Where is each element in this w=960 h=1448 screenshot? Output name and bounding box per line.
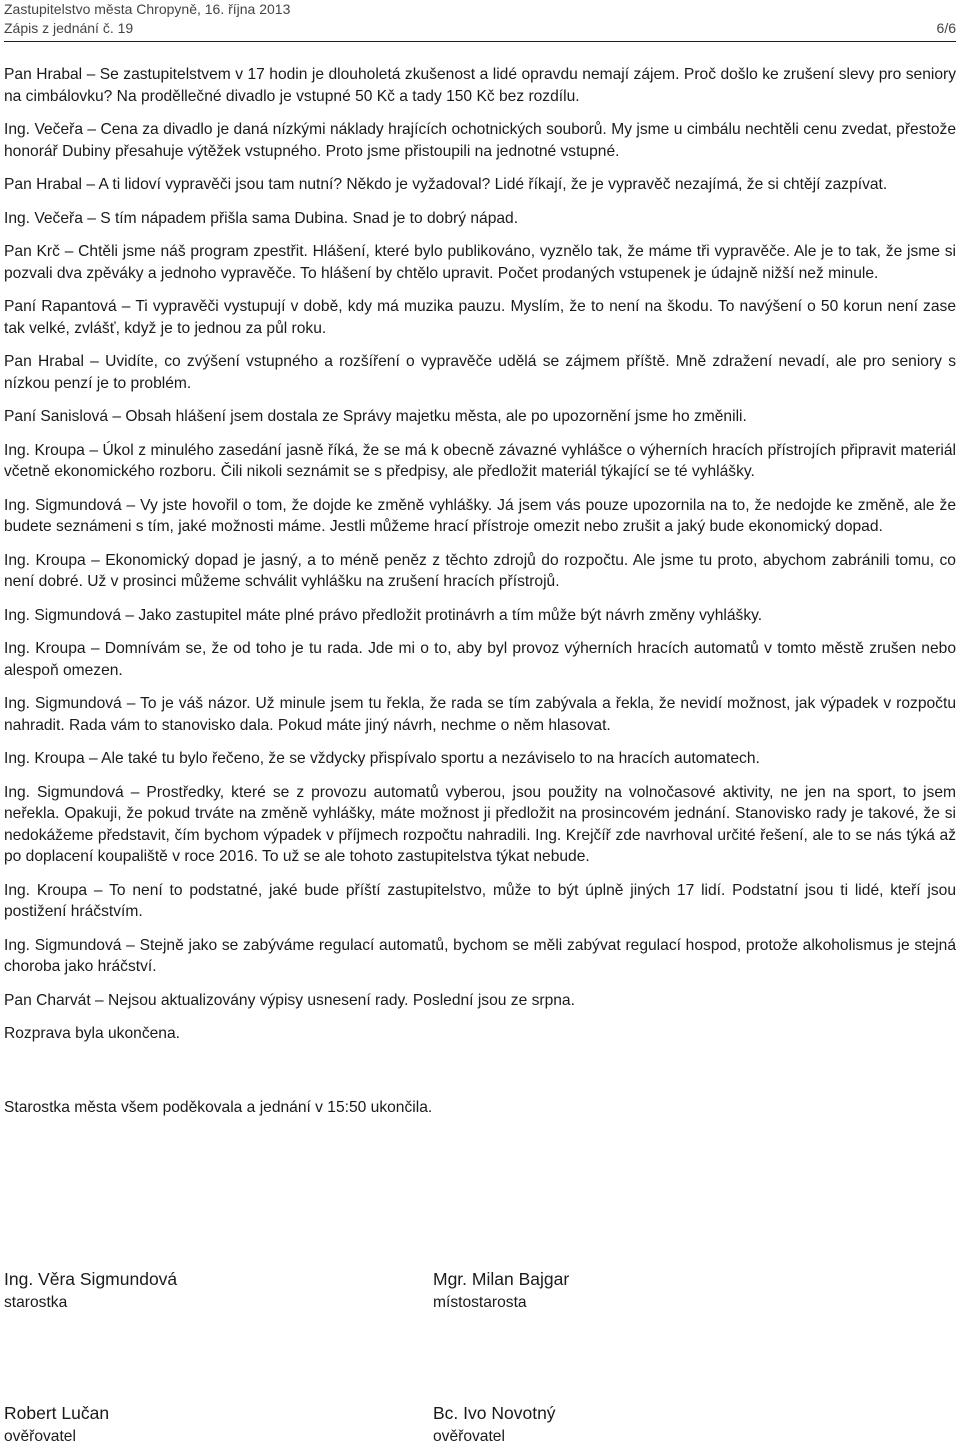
closing-statement: Starostka města všem poděkovala a jednání v 15:50 ukončila. <box>4 1099 433 1116</box>
page-header <box>4 0 956 38</box>
paragraph: Ing. Kroupa – Ale také tu bylo řečeno, že se vždycky přispívalo sportu a nezáviselo to na hracích automatech. <box>4 750 760 767</box>
paragraph: Ing. Večeřa – S tím nápadem přišla sama Dubina. Snad je to dobrý nápad. <box>4 209 519 227</box>
signatory-role: starostka <box>4 1294 68 1311</box>
paragraph: Paní Sanislová – Obsah hlášení jsem dostala ze Správy majetku města, ale po upozornění jsme ho změnili. <box>4 408 747 425</box>
paragraph: Ing. Sigmundová – To je váš názor. Už minule jsem tu řekla, že rada se tím zabývala a řekla, že nevidí možnost, jak výpadek v rozpočtu nahradit. Rada vám to stanovisko dala. Pokud máte jiný návrh, nechme o něm hlasovat. <box>4 695 956 734</box>
header-divider <box>4 41 956 42</box>
signatory-name: Ing. Věra Sigmundová <box>4 1269 178 1289</box>
signatory-name: Mgr. Milan Bajgar <box>433 1269 570 1289</box>
signature-block-verifier-2 <box>433 1402 556 1448</box>
paragraph: Ing. Kroupa – Ekonomický dopad je jasný, a to méně peněz z těchto zdrojů do rozpočtu. Ale jsme tu proto, abychom zabránili tomu, co není dobré. Už v prosinci můžeme schválit vyhlášku na zrušení hracích přístrojů. <box>4 551 956 590</box>
signature-block-mayor <box>4 1268 177 1314</box>
paragraph: Ing. Sigmundová – Jako zastupitel máte plné právo předložit protinávrh a tím může být návrh změny vyhlášky. <box>4 606 763 624</box>
paragraph: Ing. Večeřa – Cena za divadlo je daná nízkými náklady hrajících ochotnických souborů. My jsme u cimbálu nechtěli cenu zvedat, přestože honorář Dubiny přesahuje výtěžek vstupného. Proto jsme přistoupili na jednotné vstupné. <box>4 121 956 160</box>
paragraph: Pan Hrabal – Se zastupitelstvem v 17 hodin je dlouholetá zkušenost a lidé opravdu nemají zájem. Proč došlo ke zrušení slevy pro seniory na cimbálovku? Na proděllečné divadlo je vstupné 50 Kč a tady 150 Kč bez rozdílu. <box>4 66 956 105</box>
minutes-body <box>4 64 956 1057</box>
paragraph: Ing. Sigmundová – Stejně jako se zabýváme regulací automatů, bychom se měli zabývat regulací hospod, protože alkoholismus je stejná choroba jako hráčství. <box>4 936 956 975</box>
paragraph: Ing. Sigmundová – Vy jste hovořil o tom, že dojde ke změně vyhlášky. Já jsem vás pouze upozornila na to, že nedojde ke změně, ale že budete seznámeni s tím, jaké možnosti máme. Jestli můžeme hrací přístroje omezit nebo zrušit a jaký bude ekonomický dopad. <box>4 496 956 535</box>
paragraph: Ing. Kroupa – Domnívám se, že od toho je tu rada. Jde mi o to, aby byl provoz výherních hracích automatů v tomto městě zrušen nebo alespoň omezen. <box>4 640 956 679</box>
page-number: 6/6 <box>936 20 956 36</box>
signatory-role: ověřovatel <box>433 1428 505 1445</box>
paragraph: Ing. Kroupa – To není to podstatné, jaké bude příští zastupitelstvo, může to být úplně jiných 17 lidí. Podstatní jsou ti lidé, kteří jsou postižení hráčstvím. <box>4 881 956 920</box>
paragraph: Pan Charvát – Nejsou aktualizovány výpisy usnesení rady. Poslední jsou ze srpna. <box>4 991 575 1009</box>
paragraph: Pan Hrabal – A ti lidoví vypravěči jsou tam nutní? Někdo je vyžadoval? Lidé říkají, že je vypravěč nezajímá, že si chtějí zazpívat. <box>4 176 888 193</box>
header-title: Zastupitelstvo města Chropyně, 16. října 2013 <box>4 1 291 17</box>
paragraph: Pan Krč – Chtěli jsme náš program zpestřit. Hlášení, které bylo publikováno, vyznělo tak, že máme tři vypravěče. Ale je to tak, že jsme si pozvali dva zpěváky a jednoho vypravěče. To hlášení by chtělo upravit. Počet prodaných vstupenek je údajně nižší než minule. <box>4 243 956 282</box>
document-title: Zápis z jednání č. 19 <box>4 20 134 36</box>
signatory-role: místostarosta <box>433 1294 527 1311</box>
signatory-name: Bc. Ivo Novotný <box>433 1403 556 1423</box>
paragraph: Paní Rapantová – Ti vypravěči vystupují v době, kdy má muzika pauzu. Myslím, že to není na škodu. To navýšení o 50 korun není zase tak velké, zvlášť, když je to jednou za půl roku. <box>4 298 956 337</box>
paragraph: Rozprava byla ukončena. <box>4 1025 180 1042</box>
signature-block-verifier-1 <box>4 1402 109 1448</box>
paragraph: Pan Hrabal – Uvidíte, co zvýšení vstupného a rozšíření o vypravěče udělá se zájmem příště. Mně zdražení nevadí, ale pro seniory s nízkou penzí je to problém. <box>4 353 956 392</box>
paragraph: Ing. Sigmundová – Prostředky, které se z provozu automatů vyberou, jsou použity na volnočasové aktivity, ne jen na sport, to jsem neřekla. Opakuji, že pokud trváte na změně vyhlášky, máte možnost ji předložit na prosincovém jednání. Stanovisko rady je takové, že si nedokážeme představit, čím bychom výpadek v příjmech rozpočtu nahradili. Ing. Krejčíř zde navrhoval určité řešení, ale to se nás týká až po doplacení koupaliště v roce 2016. To už se ale tohoto zastupitelstva týkat nebude. <box>4 783 956 865</box>
signatory-role: ověřovatel <box>4 1428 76 1445</box>
signature-block-deputy-mayor <box>433 1268 569 1314</box>
signatory-name: Robert Lučan <box>4 1403 110 1423</box>
paragraph: Ing. Kroupa – Úkol z minulého zasedání jasně říká, že se má k obecně závazné vyhlášce o výherních hracích přístrojích připravit materiál včetně ekonomického rozboru. Čili nikoli seznámit se s předpisy, ale předložit materiál týkající se té vyhlášky. <box>4 441 956 480</box>
